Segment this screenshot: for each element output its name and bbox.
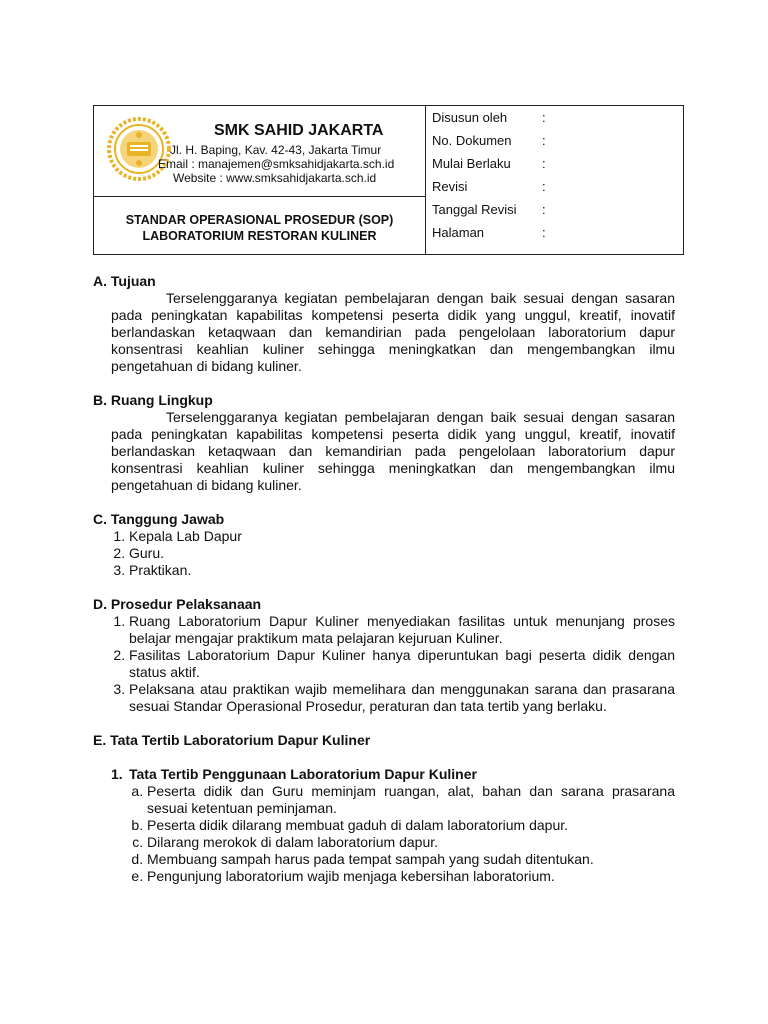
list-item: 2. Guru.	[129, 545, 675, 562]
meta-label: Halaman	[432, 225, 485, 240]
sop-title-line2: LABORATORIUM RESTORAN KULINER	[142, 229, 377, 243]
meta-colon: :	[542, 133, 546, 148]
list-item: d. Membuang sampah harus pada tempat sampah yang sudah ditentukan.	[147, 851, 675, 868]
list-item: 2. Fasilitas Laboratorium Dapur Kuliner hanya diperuntukan bagi peserta didik dengan status aktif.	[129, 647, 675, 681]
school-website: Website : www.smksahidjakarta.sch.id	[173, 171, 377, 185]
school-address: Jl. H. Baping, Kav. 42-43, Jakarta Timur	[170, 143, 382, 157]
list-item: 3. Praktikan.	[129, 562, 675, 579]
sub-heading-number: 1.	[111, 766, 123, 782]
list-item: 3. Pelaksana atau praktikan wajib memelihara dan menggunakan sarana dan prasarana sesuai Standar Operasional Prosedur, peraturan dan tata tertib yang berlaku.	[129, 681, 675, 715]
responsibility-list	[93, 528, 675, 579]
meta-colon: :	[542, 156, 546, 171]
section-text-a: Terselenggaranya kegiatan pembelajaran dengan baik sesuai dengan sasaran pada peningkatan kapabilitas kompetensi peserta didik yang unggul, kreatif, inovatif berlandaskan ketaqwaan dan kemandirian pada pengelolaan laboratorium dapur konsentrasi keahlian kuliner sehingga meningkatkan dan mengembangkan ilmu pengetahuan di bidang kuliner.	[111, 290, 675, 374]
section-heading-c: C. Tanggung Jawab	[93, 511, 225, 527]
school-name: SMK SAHID JAKARTA	[214, 122, 384, 139]
header-divider	[94, 196, 425, 197]
header-column-divider	[425, 106, 426, 254]
meta-label: Disusun oleh	[432, 110, 508, 125]
list-item: 1. Kepala Lab Dapur	[129, 528, 675, 545]
section-text-b: Terselenggaranya kegiatan pembelajaran dengan baik sesuai dengan sasaran pada peningkatan kapabilitas kompetensi peserta didik yang unggul, kreatif, inovatif berlandaskan ketaqwaan dan kemandirian pada pengelolaan laboratorium dapur konsentrasi keahlian kuliner sehingga meningkatkan dan mengembangkan ilmu pengetahuan di bidang kuliner.	[111, 409, 675, 493]
section-heading-e: E. Tata Tertib Laboratorium Dapur Kuliner	[93, 732, 371, 748]
meta-label: No. Dokumen	[432, 133, 512, 148]
rules-list	[129, 783, 675, 885]
sub-heading-text: Tata Tertib Penggunaan Laboratorium Dapur Kuliner	[129, 766, 477, 782]
meta-label: Tanggal Revisi	[432, 202, 517, 217]
sop-title-line1: STANDAR OPERASIONAL PROSEDUR (SOP)	[125, 213, 394, 227]
section-heading-a: A. Tujuan	[93, 273, 156, 289]
meta-colon: :	[542, 179, 546, 194]
meta-colon: :	[542, 110, 546, 125]
list-item: a. Peserta didik dan Guru meminjam ruangan, alat, bahan dan sarana prasarana sesuai ketentuan peminjaman.	[147, 783, 675, 817]
meta-label: Mulai Berlaku	[432, 156, 511, 171]
school-logo-icon	[105, 115, 173, 183]
document-header	[93, 105, 684, 255]
meta-colon: :	[542, 202, 546, 217]
list-item: c. Dilarang merokok di dalam laboratorium dapur.	[147, 834, 675, 851]
section-heading-b: B. Ruang Lingkup	[93, 392, 213, 408]
document-body	[93, 273, 675, 885]
procedure-list	[93, 613, 675, 715]
school-email: Email : manajemen@smksahidjakarta.sch.id	[158, 157, 395, 171]
section-heading-d: D. Prosedur Pelaksanaan	[93, 596, 262, 612]
list-item: 1. Ruang Laboratorium Dapur Kuliner menyediakan fasilitas untuk menunjang proses belajar mengajar praktikum mata pelajaran kejuruan Kuliner.	[129, 613, 675, 647]
list-item: e. Pengunjung laboratorium wajib menjaga kebersihan laboratorium.	[147, 868, 675, 885]
list-item: b. Peserta didik dilarang membuat gaduh di dalam laboratorium dapur.	[147, 817, 675, 834]
meta-colon: :	[542, 225, 546, 240]
sub-heading-rules	[111, 766, 675, 783]
meta-label: Revisi	[432, 179, 468, 194]
